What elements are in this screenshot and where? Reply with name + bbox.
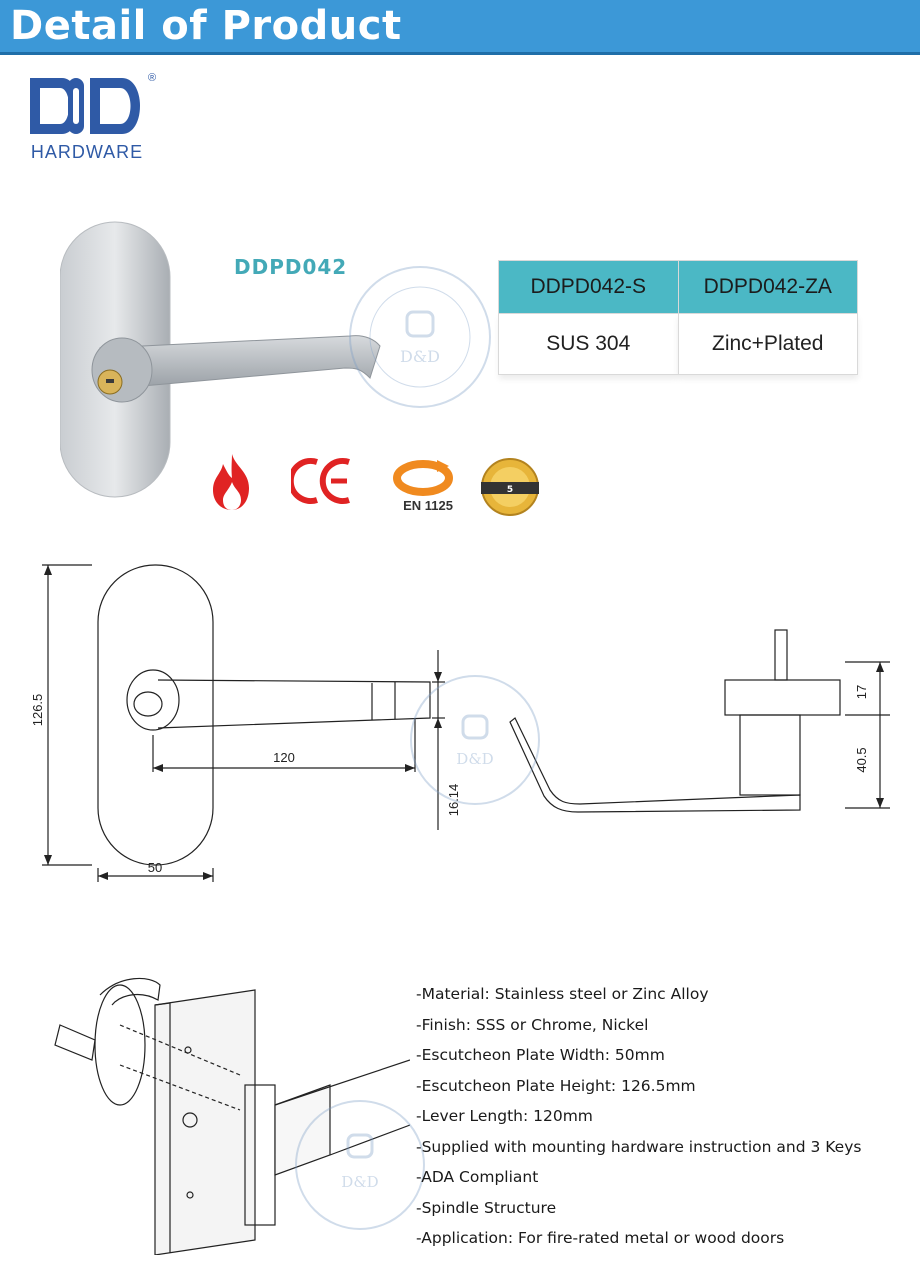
svg-text:D&D: D&D (341, 1173, 379, 1191)
certification-icons (205, 452, 565, 522)
spec-value-cell: Zinc+Plated (678, 314, 858, 375)
dim-lever-thickness: 16.14 (446, 783, 461, 817)
feature-item: -Lever Length: 120mm (416, 1107, 593, 1125)
watermark-stamp-icon (290, 1095, 430, 1235)
logo-text: HARDWARE (30, 142, 144, 162)
feature-item: -Supplied with mounting hardware instruction and 3 Keys (416, 1137, 862, 1156)
dim-lever-projection: 40.5 (854, 747, 869, 773)
spec-value-cell: SUS 304 (499, 314, 679, 375)
feature-item: -Application: For fire-rated metal or wood doors (416, 1229, 785, 1247)
feature-item: -ADA Compliant (416, 1168, 539, 1186)
spec-header-cell: DDPD042-ZA (678, 261, 858, 314)
dim-rose-height: 17 (854, 684, 869, 700)
en1125-icon (393, 454, 453, 498)
en1125-label: EN 1125 (403, 498, 453, 513)
dim-plate-height: 126.5 (30, 693, 45, 727)
dim-plate-width: 50 (147, 860, 163, 875)
registered-mark: ® (148, 72, 157, 84)
dim-lever-length: 120 (273, 750, 295, 765)
feature-item: -Spindle Structure (416, 1198, 557, 1217)
svg-text:D&D: D&D (456, 750, 494, 768)
header-bar (0, 0, 920, 55)
svg-text:D&D: D&D (400, 347, 440, 366)
five-years-warranty-icon (477, 454, 543, 520)
spec-header-cell: DDPD042-S (499, 261, 679, 314)
page-title: Detail of Product (10, 3, 402, 49)
feature-item: -Finish: SSS or Chrome, Nickel (416, 1015, 649, 1034)
dd-logo-mark-icon (22, 72, 152, 140)
fire-rated-icon (205, 452, 259, 512)
watermark-stamp-icon (405, 670, 545, 810)
watermark-stamp-icon (345, 262, 495, 412)
feature-list (416, 982, 861, 1257)
feature-item: -Escutcheon Plate Height: 126.5mm (416, 1076, 696, 1095)
svg-text:5: 5 (506, 485, 514, 495)
feature-item: -Material: Stainless steel or Zinc Alloy (416, 985, 709, 1003)
brand-logo (22, 72, 162, 164)
ce-mark-icon (291, 456, 353, 506)
feature-item: -Escutcheon Plate Width: 50mm (416, 1046, 665, 1064)
spec-table (498, 260, 858, 375)
model-code: DDPD042 (234, 255, 348, 279)
